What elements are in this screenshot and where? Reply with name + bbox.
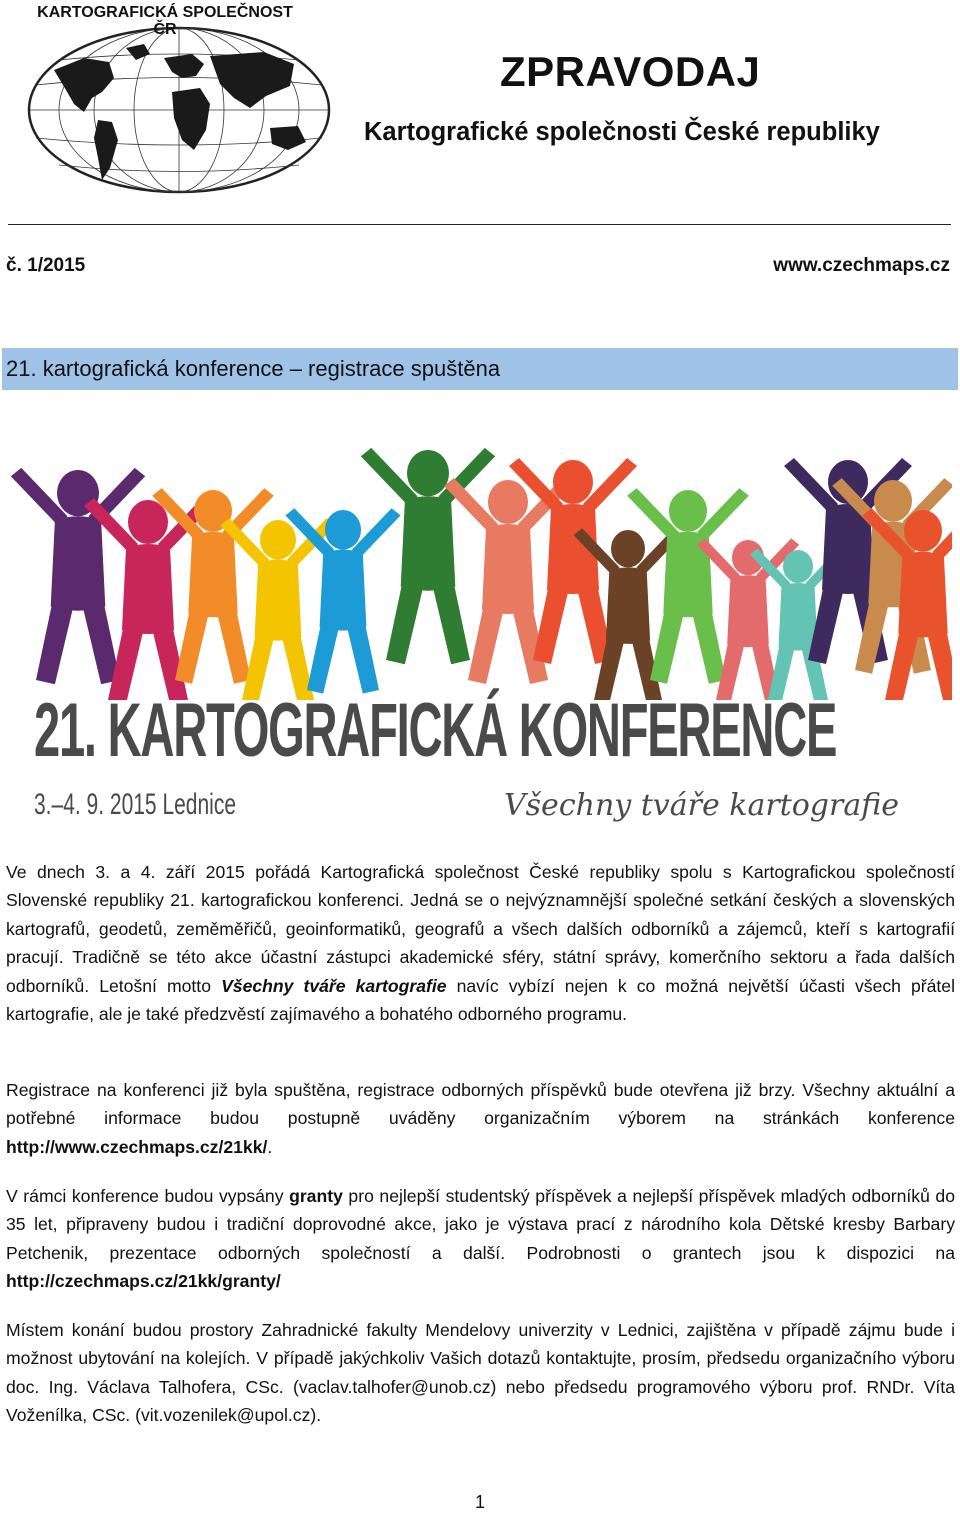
poster-motto: Všechny tváře kartografie (504, 788, 899, 823)
grants-bold: granty (289, 1186, 343, 1206)
headline-banner (2, 348, 958, 390)
headline-text: 21. kartografická konference – registrace spuštěna (6, 356, 501, 381)
intro-text-b: navíc vybízí nejen k co možná největší účasti všech přátel kartografie, ale je také předzvěstí zajímavého a bohatého odborného programu. (6, 975, 956, 1025)
grants-text-b: pro nejlepší studentský příspěvek a nejlepší příspěvek mladých odborníků do 35 let, připraveny budou i tradiční doprovodné akce, jako je výstava prací z národního kola Dětské kresby Barbary Petchenik, prezentace odborných společností a další. Podrobnosti o grantech jsou k dispozici na (6, 1186, 955, 1263)
society-name-line2: ČR (153, 21, 177, 38)
grants-text-a: V rámci konference budou vypsány (6, 1186, 290, 1206)
header-divider (8, 224, 951, 225)
paragraph-intro (6, 858, 955, 1028)
poster-date-place: 3.–4. 9. 2015 Lednice (34, 788, 237, 821)
society-name-line1: KARTOGRAFICKÁ SPOLEČNOST (37, 4, 293, 21)
newsletter-title: ZPRAVODAJ (500, 48, 761, 95)
website-link[interactable]: www.czechmaps.cz (773, 255, 950, 276)
person-figure (361, 448, 495, 664)
society-name (36, 4, 294, 38)
registration-text-b: . (267, 1136, 273, 1157)
paragraph-venue-contacts: Místem konání budou prostory Zahradnické fakulty Mendelovy univerzity v Lednici, zajištěna v případě zájmu bude i možnost ubytování na kolejích. V případě jakýchkoliv Vašich dotazů kontaktujte, prosím, předsedu organizačního výboru doc. Ing. Václava Talhofera, CSc. (vaclav.talhofer@unob.cz) nebo předsedu programového výboru prof. RNDr. Víta Voženílka, CSc. (vit.vozenilek@upol.cz). (6, 1320, 955, 1426)
people-figures-illustration (8, 440, 952, 700)
paragraph-grants (6, 1182, 955, 1296)
grants-link[interactable]: http://czechmaps.cz/21kk/granty/ (6, 1271, 281, 1292)
poster-title: 21. KARTOGRAFICKÁ KONFERENCE (34, 688, 837, 773)
registration-text-a: Registrace na konferenci již byla spuštěna, registrace odborných příspěvků bude otevřena již brzy. Všechny aktuální a potřebné informace budou postupně uváděny organizačním výborem na stránkách konference (6, 1080, 955, 1129)
page-number: 1 (474, 1492, 485, 1512)
intro-text-a: Ve dnech 3. a 4. září 2015 pořádá Kartografická společnost České republiky spolu s Kartografickou společností Slovenské republiky 21. kartografickou konferenci. Jedná se o nejvýznamnější společné setkání českých a slovenských kartografů, geodetů, zeměměřičů, geoinformatiků, geografů a všech dalších odborníků a zájemců, kteří s kartografií pracují. Tradičně se této akce účastní zástupci akademické sféry, státní správy, komerčního sektoru a řada dalších odborníků. Letošní motto (6, 862, 955, 996)
motto-inline: Všechny tváře kartografie (221, 975, 447, 996)
issue-number: č. 1/2015 (6, 255, 86, 276)
paragraph-registration (6, 1076, 955, 1161)
newsletter-subtitle: Kartografické společnosti České republiky (364, 118, 880, 146)
conference-link[interactable]: http://www.czechmaps.cz/21kk/ (6, 1136, 268, 1157)
